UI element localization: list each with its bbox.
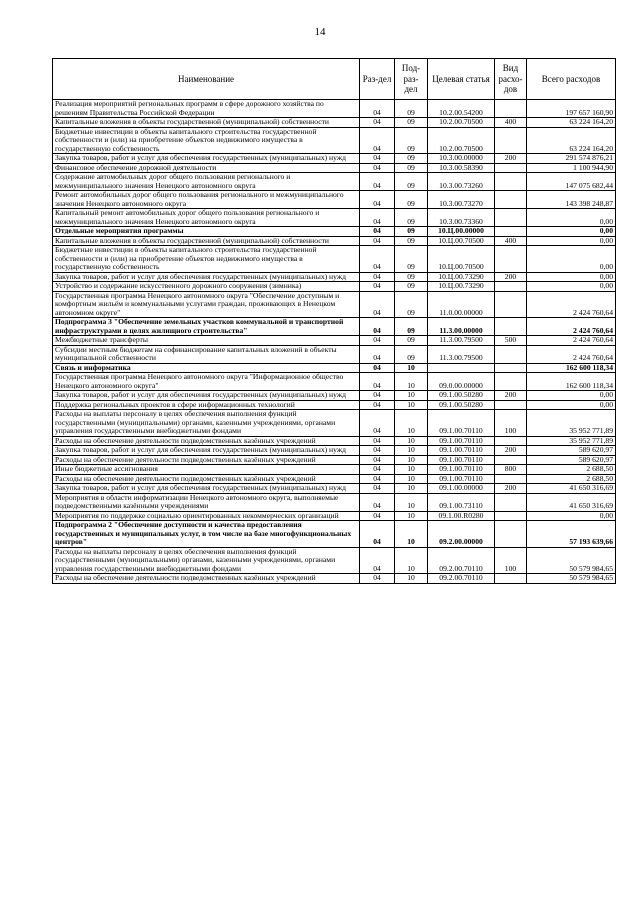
- cell-target: 09.1.00.50280: [428, 400, 495, 410]
- cell-section: 04: [360, 547, 395, 574]
- cell-total: 0,00: [527, 272, 616, 282]
- cell-name: Ремонт автомобильных дорог общего пользования регионального и межмуниципального значения Ненецкого автономного округа: [53, 191, 360, 209]
- cell-section: 04: [360, 574, 395, 584]
- cell-expense-type: 200: [495, 154, 527, 164]
- cell-section: 04: [360, 291, 395, 318]
- cell-total: 35 952 771,89: [527, 410, 616, 437]
- cell-target: 09.2.00.70110: [428, 547, 495, 574]
- table-row: [53, 484, 616, 494]
- cell-subsection: 10: [395, 521, 428, 548]
- cell-section: 04: [360, 484, 395, 494]
- cell-name: Мероприятия в области информатизации Ненецкого автономного округа, выполняемые подведомственными казёнными учреждениями: [53, 493, 360, 511]
- table-row: [53, 400, 616, 410]
- cell-name: Закупка товаров, работ и услуг для обеспечения государственных (муниципальных) нужд: [53, 391, 360, 401]
- table-row: [53, 465, 616, 475]
- cell-target: 10.3.00.73360: [428, 209, 495, 227]
- cell-name: Связь и информатика: [53, 363, 360, 373]
- cell-section: 04: [360, 446, 395, 456]
- cell-section: 04: [360, 272, 395, 282]
- cell-total: 41 650 316,69: [527, 493, 616, 511]
- cell-section: 04: [360, 410, 395, 437]
- cell-target: 11.0.00.00000: [428, 291, 495, 318]
- cell-subsection: 10: [395, 391, 428, 401]
- table-row: [53, 227, 616, 237]
- cell-section: 04: [360, 465, 395, 475]
- cell-section: 04: [360, 373, 395, 391]
- cell-expense-type: [495, 173, 527, 191]
- cell-name: Расходы на обеспечение деятельности подведомственных казённых учреждений: [53, 455, 360, 465]
- cell-name: Государственная программа Ненецкого автономного округа "Информационное общество Ненецкого автономного округа": [53, 373, 360, 391]
- cell-name: Реализация мероприятий региональных программ в сфере дорожного хозяйства по решениям Правительства Российской Федерации: [53, 100, 360, 118]
- cell-subsection: 10: [395, 547, 428, 574]
- cell-name: Финансовое обеспечение дорожной деятельности: [53, 163, 360, 173]
- cell-total: 0,00: [527, 511, 616, 521]
- cell-total: 63 224 164,20: [527, 118, 616, 128]
- cell-expense-type: [495, 163, 527, 173]
- cell-expense-type: 500: [495, 336, 527, 346]
- column-header-total: Всего расходов: [527, 59, 616, 100]
- cell-name: Закупка товаров, работ и услуг для обеспечения государственных (муниципальных) нужд: [53, 154, 360, 164]
- cell-subsection: 09: [395, 246, 428, 273]
- cell-section: 04: [360, 154, 395, 164]
- cell-total: 35 952 771,89: [527, 436, 616, 446]
- cell-subsection: 10: [395, 465, 428, 475]
- cell-target: 09.1.00.50280: [428, 391, 495, 401]
- table-row: [53, 455, 616, 465]
- cell-name: Подпрограмма 2 "Обеспечение доступности и качества предоставления государственных и муниципальных услуг, в том числе на базе многофункциональных центров": [53, 521, 360, 548]
- cell-target: 10.Ц.00.70500: [428, 236, 495, 246]
- table-row: [53, 163, 616, 173]
- table-row: [53, 318, 616, 336]
- table-row: [53, 272, 616, 282]
- cell-expense-type: [495, 455, 527, 465]
- table-row: [53, 391, 616, 401]
- table-row: [53, 246, 616, 273]
- cell-total: 0,00: [527, 246, 616, 273]
- table-row: [53, 118, 616, 128]
- cell-subsection: 09: [395, 291, 428, 318]
- cell-subsection: 09: [395, 227, 428, 237]
- cell-expense-type: 100: [495, 410, 527, 437]
- cell-section: 04: [360, 474, 395, 484]
- table-header-row: [53, 59, 616, 100]
- cell-total: 0,00: [527, 400, 616, 410]
- cell-expense-type: [495, 100, 527, 118]
- cell-subsection: 09: [395, 154, 428, 164]
- table-row: [53, 236, 616, 246]
- column-header-expense-type: Вид расхо-дов: [495, 59, 527, 100]
- cell-name: Капитальные вложения в объекты государственной (муниципальной) собственности: [53, 118, 360, 128]
- cell-section: 04: [360, 173, 395, 191]
- cell-target: 09.0.00.00000: [428, 373, 495, 391]
- cell-total: 57 193 639,66: [527, 521, 616, 548]
- cell-subsection: 10: [395, 493, 428, 511]
- cell-subsection: 10: [395, 574, 428, 584]
- table-row: [53, 363, 616, 373]
- cell-target: 09.1.00.73110: [428, 493, 495, 511]
- cell-name: Закупка товаров, работ и услуг для обеспечения государственных (муниципальных) нужд: [53, 484, 360, 494]
- table-row: [53, 100, 616, 118]
- cell-section: 04: [360, 511, 395, 521]
- cell-subsection: 10: [395, 455, 428, 465]
- column-header-target: Целевая статья: [428, 59, 495, 100]
- cell-section: 04: [360, 127, 395, 154]
- cell-section: 04: [360, 521, 395, 548]
- cell-target: 09.2.00.00000: [428, 521, 495, 548]
- cell-expense-type: 200: [495, 391, 527, 401]
- cell-target: 09.1.00.70110: [428, 446, 495, 456]
- table-row: [53, 574, 616, 584]
- table-row: [53, 410, 616, 437]
- cell-total: 2 424 760,64: [527, 345, 616, 363]
- cell-expense-type: 100: [495, 547, 527, 574]
- cell-name: Государственная программа Ненецкого автономного округа "Обеспечение доступным и комфортным жильём и коммунальными услугами граждан, проживающих в Ненецком автономном округе": [53, 291, 360, 318]
- cell-target: 10.Ц.00.73290: [428, 272, 495, 282]
- cell-subsection: 09: [395, 127, 428, 154]
- cell-section: 04: [360, 336, 395, 346]
- table-row: [53, 209, 616, 227]
- cell-name: Капитальные вложения в объекты государственной (муниципальной) собственности: [53, 236, 360, 246]
- cell-section: 04: [360, 436, 395, 446]
- cell-expense-type: [495, 436, 527, 446]
- table-row: [53, 282, 616, 292]
- table-row: [53, 493, 616, 511]
- cell-name: Расходы на обеспечение деятельности подведомственных казённых учреждений: [53, 474, 360, 484]
- cell-subsection: 09: [395, 282, 428, 292]
- cell-name: Закупка товаров, работ и услуг для обеспечения государственных (муниципальных) нужд: [53, 272, 360, 282]
- table-row: [53, 446, 616, 456]
- cell-expense-type: [495, 493, 527, 511]
- cell-expense-type: [495, 521, 527, 548]
- cell-target: 09.1.00.00000: [428, 484, 495, 494]
- cell-section: 04: [360, 118, 395, 128]
- cell-target: 11.3.00.00000: [428, 318, 495, 336]
- cell-name: Содержание автомобильных дорог общего пользования регионального и межмуниципального значения Ненецкого автономного округа: [53, 173, 360, 191]
- cell-section: 04: [360, 191, 395, 209]
- cell-expense-type: 200: [495, 484, 527, 494]
- table-row: [53, 291, 616, 318]
- cell-section: 04: [360, 363, 395, 373]
- cell-expense-type: [495, 400, 527, 410]
- cell-total: 63 224 164,20: [527, 127, 616, 154]
- cell-target: 10.2.00.70500: [428, 127, 495, 154]
- cell-name: Подпрограмма 3 "Обеспечение земельных участков коммунальной и транспортной инфраструктурами в целях жилищного строительства": [53, 318, 360, 336]
- table-row: [53, 173, 616, 191]
- column-header-subsection: Под-раз-дел: [395, 59, 428, 100]
- cell-total: 0,00: [527, 236, 616, 246]
- cell-target: 10.Ц.00.70500: [428, 246, 495, 273]
- cell-section: 04: [360, 345, 395, 363]
- cell-subsection: 09: [395, 191, 428, 209]
- cell-total: 589 620,97: [527, 455, 616, 465]
- cell-target: 10.2.00.70500: [428, 118, 495, 128]
- cell-expense-type: 400: [495, 236, 527, 246]
- cell-target: 10.3.00.73270: [428, 191, 495, 209]
- cell-total: 1 100 944,90: [527, 163, 616, 173]
- cell-section: 04: [360, 246, 395, 273]
- cell-expense-type: 400: [495, 118, 527, 128]
- table-row: [53, 436, 616, 446]
- cell-name: Бюджетные инвестиции в объекты капитального строительства государственной собственности и (или) на приобретение объектов недвижимого имущества в государственную собственность: [53, 127, 360, 154]
- cell-expense-type: [495, 574, 527, 584]
- cell-name: Устройство и содержание искусственного дорожного сооружения (зимника): [53, 282, 360, 292]
- cell-subsection: 10: [395, 436, 428, 446]
- cell-target: 10.Ц.00.00000: [428, 227, 495, 237]
- cell-name: Расходы на выплаты персоналу в целях обеспечения выполнения функций государственными (муниципальными) органами, казенными учреждениями, органами управления государственными внебюджетными фондами: [53, 547, 360, 574]
- cell-expense-type: [495, 373, 527, 391]
- cell-target: 09.1.00.70110: [428, 465, 495, 475]
- cell-subsection: 09: [395, 272, 428, 282]
- cell-target: 10.3.00.58390: [428, 163, 495, 173]
- column-header-name: Наименование: [53, 59, 360, 100]
- cell-section: 04: [360, 236, 395, 246]
- cell-subsection: 10: [395, 446, 428, 456]
- table-row: [53, 191, 616, 209]
- cell-total: 147 075 682,44: [527, 173, 616, 191]
- cell-name: Расходы на обеспечение деятельности подведомственных казённых учреждений: [53, 574, 360, 584]
- column-header-section: Раз-дел: [360, 59, 395, 100]
- cell-total: 143 398 248,87: [527, 191, 616, 209]
- cell-total: 162 600 118,34: [527, 373, 616, 391]
- cell-total: 291 574 876,21: [527, 154, 616, 164]
- cell-section: 04: [360, 163, 395, 173]
- table-row: [53, 345, 616, 363]
- cell-target: [428, 363, 495, 373]
- cell-subsection: 10: [395, 410, 428, 437]
- cell-total: 589 620,97: [527, 446, 616, 456]
- cell-target: 10.Ц.00.73290: [428, 282, 495, 292]
- cell-section: 04: [360, 455, 395, 465]
- table-row: [53, 474, 616, 484]
- cell-expense-type: [495, 474, 527, 484]
- table-row: [53, 336, 616, 346]
- cell-subsection: 09: [395, 118, 428, 128]
- cell-total: 2 424 760,64: [527, 291, 616, 318]
- cell-section: 04: [360, 318, 395, 336]
- cell-subsection: 10: [395, 400, 428, 410]
- cell-total: 0,00: [527, 391, 616, 401]
- cell-total: 2 424 760,64: [527, 336, 616, 346]
- cell-target: 09.1.00.70110: [428, 455, 495, 465]
- cell-target: 09.1.00.70110: [428, 474, 495, 484]
- cell-subsection: 10: [395, 484, 428, 494]
- cell-expense-type: [495, 191, 527, 209]
- cell-subsection: 09: [395, 345, 428, 363]
- cell-section: 04: [360, 227, 395, 237]
- cell-name: Отдельные мероприятия программы: [53, 227, 360, 237]
- cell-name: Иные бюджетные ассигнования: [53, 465, 360, 475]
- cell-expense-type: [495, 318, 527, 336]
- cell-subsection: 09: [395, 236, 428, 246]
- cell-subsection: 10: [395, 373, 428, 391]
- cell-target: 11.3.00.79500: [428, 336, 495, 346]
- cell-total: 197 657 160,90: [527, 100, 616, 118]
- cell-section: 04: [360, 391, 395, 401]
- cell-total: 50 579 984,65: [527, 574, 616, 584]
- table-row: [53, 127, 616, 154]
- cell-total: 162 600 118,34: [527, 363, 616, 373]
- cell-total: 41 650 316,69: [527, 484, 616, 494]
- cell-target: 09.1.00.70110: [428, 436, 495, 446]
- cell-total: 0,00: [527, 282, 616, 292]
- cell-total: 0,00: [527, 227, 616, 237]
- cell-target: 10.2.00.54200: [428, 100, 495, 118]
- cell-subsection: 09: [395, 100, 428, 118]
- cell-section: 04: [360, 100, 395, 118]
- table-row: [53, 154, 616, 164]
- cell-subsection: 09: [395, 318, 428, 336]
- cell-expense-type: [495, 246, 527, 273]
- cell-name: Расходы на обеспечение деятельности подведомственных казённых учреждений: [53, 436, 360, 446]
- cell-name: Поддержка региональных проектов в сфере информационных технологий: [53, 400, 360, 410]
- cell-section: 04: [360, 493, 395, 511]
- cell-target: 09.1.00.R0280: [428, 511, 495, 521]
- cell-subsection: 09: [395, 336, 428, 346]
- page-number: 14: [314, 26, 326, 38]
- cell-total: 50 579 984,65: [527, 547, 616, 574]
- cell-total: 0,00: [527, 209, 616, 227]
- cell-name: Закупка товаров, работ и услуг для обеспечения государственных (муниципальных) нужд: [53, 446, 360, 456]
- cell-name: Мероприятия по поддержке социально ориентированных некоммерческих организаций: [53, 511, 360, 521]
- cell-total: 2 424 760,64: [527, 318, 616, 336]
- cell-expense-type: 800: [495, 465, 527, 475]
- cell-total: 2 688,50: [527, 474, 616, 484]
- cell-expense-type: [495, 363, 527, 373]
- table-row: [53, 547, 616, 574]
- budget-table: [52, 58, 616, 584]
- table-row: [53, 373, 616, 391]
- cell-target: 10.3.00.73260: [428, 173, 495, 191]
- cell-subsection: 10: [395, 474, 428, 484]
- cell-name: Субсидии местным бюджетам на софинансирование капитальных вложений в объекты муниципальной собственности: [53, 345, 360, 363]
- cell-section: 04: [360, 282, 395, 292]
- table-row: [53, 511, 616, 521]
- cell-target: 10.3.00.00000: [428, 154, 495, 164]
- cell-target: 11.3.00.79500: [428, 345, 495, 363]
- cell-subsection: 09: [395, 173, 428, 191]
- cell-target: 09.1.00.70110: [428, 410, 495, 437]
- cell-subsection: 10: [395, 511, 428, 521]
- cell-subsection: 09: [395, 163, 428, 173]
- cell-expense-type: [495, 227, 527, 237]
- table-row: [53, 521, 616, 548]
- cell-name: Межбюджетные трансферты: [53, 336, 360, 346]
- cell-expense-type: [495, 291, 527, 318]
- cell-expense-type: 200: [495, 446, 527, 456]
- cell-subsection: 09: [395, 209, 428, 227]
- cell-subsection: 10: [395, 363, 428, 373]
- cell-expense-type: 200: [495, 272, 527, 282]
- cell-expense-type: [495, 345, 527, 363]
- cell-total: 2 688,50: [527, 465, 616, 475]
- cell-expense-type: [495, 511, 527, 521]
- cell-name: Капитальный ремонт автомобильных дорог общего пользования регионального и межмуниципального значения Ненецкого автономного округа: [53, 209, 360, 227]
- cell-expense-type: [495, 209, 527, 227]
- cell-name: Бюджетные инвестиции в объекты капитального строительства государственной собственности и (или) на приобретение объектов недвижимого имущества в государственную собственность: [53, 246, 360, 273]
- cell-target: 09.2.00.70110: [428, 574, 495, 584]
- cell-expense-type: [495, 282, 527, 292]
- cell-section: 04: [360, 400, 395, 410]
- cell-expense-type: [495, 127, 527, 154]
- cell-section: 04: [360, 209, 395, 227]
- cell-name: Расходы на выплаты персоналу в целях обеспечения выполнения функций государственными (муниципальными) органами, казенными учреждениями, органами управления государственными внебюджетными фондами: [53, 410, 360, 437]
